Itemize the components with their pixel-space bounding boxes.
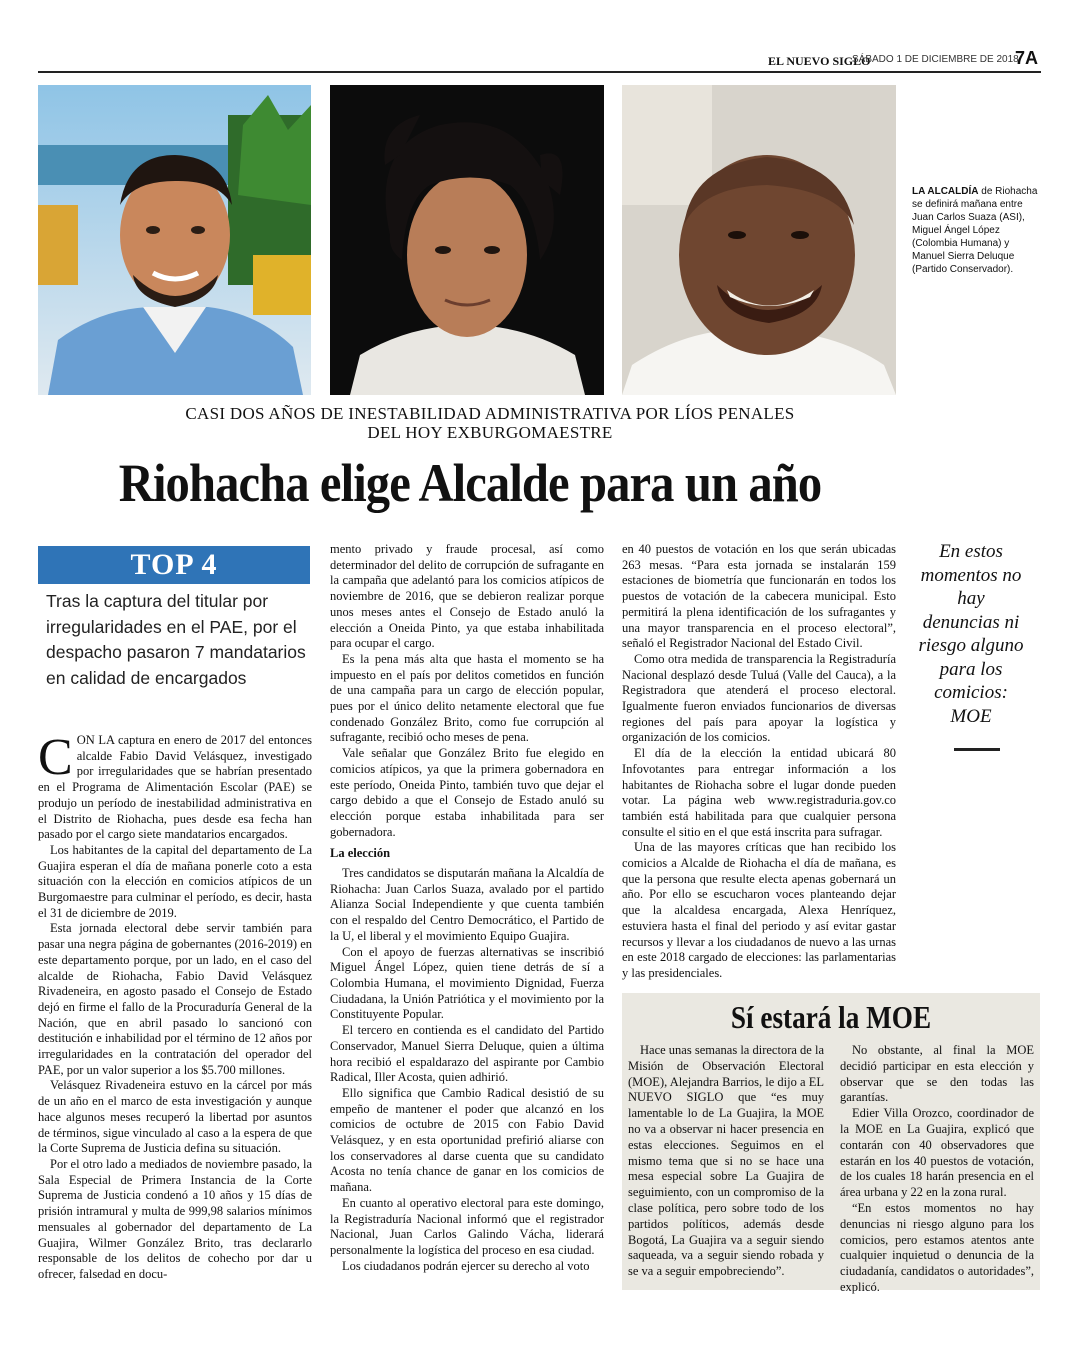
photo-caption [912, 185, 1040, 276]
kicker-line-1: CASI DOS AÑOS DE INESTABILIDAD ADMINISTRATIVA POR LÍOS PENALES [185, 404, 795, 423]
article-paragraph: El día de la elección la entidad ubicará 80 Infovotantes para entregar información a los habitantes de Riohacha sobre el lugar donde pueden votar. La página web www.registraduria.gov.co también está habilitada para que cualquier persona consulte el sitio en el que está inscrita para sufragar. [622, 746, 896, 839]
article-paragraph: Los habitantes de la capital del departamento de La Guajira esperan el día de mañana ponerle coto a esta situación con la elección en comicios atípicos de un Burgomaestre para culminar el período, es decir, hasta el 31 de diciembre de 2019. [38, 842, 312, 920]
article-paragraph: Una de las mayores críticas que han recibido los comicios a Alcalde de Riohacha el día de mañana, es que la persona que resulte electa apenas gobernará un año. Por ello se escucharon voces planteando dejar que la alcaldesa encargada, Alexa Henríquez, estuviera hasta el final del periodo y así evitar gastar recursos y llevar a los ciudadanos de nuevo a las urnas en este 2018 cargado de elecciones: las parlamentarias y las presidenciales. [622, 840, 896, 980]
kicker-line-2: DEL HOY EXBURGOMAESTRE [367, 423, 613, 442]
sidebar-paragraph: “En estos momentos no hay denuncias ni riesgo alguno para los comicios, pero estamos atentos ante cualquier inquietud o denuncia de la ciudadanía, candidatos o autoridades”, explicó. [840, 1200, 1034, 1294]
header-rule [38, 71, 1041, 73]
headline: Riohacha elige Alcalde para un año [118, 453, 822, 513]
sidebar-title: Sí estará la MOE [730, 999, 932, 1035]
sidebar-paragraph: Edier Villa Orozco, coordinador de la MOE en La Guajira, explicó que contarán con 40 observadores que estarán en los 40 puestos de votación, de los cuales 18 harán presencia en el área urbana y 22 en la zona rural. [840, 1106, 1034, 1200]
sidebar-column-2 [840, 1043, 1034, 1296]
article-paragraph: El tercero en contienda es el candidato del Partido Conservador, Manuel Sierra Deluque, quien a última hora recibió el espaldarazo del aspirante por Cambio Radical, Iller Acosta, quien adhirió. [330, 1023, 604, 1085]
article-paragraph: En cuanto al operativo electoral para este domingo, la Registraduría Nacional informó que el registrador Nacional, Juan Carlos Galindo Vácha, liderará personalmente la logística del proceso en esa ciudad. [330, 1195, 604, 1257]
top-4-banner [38, 546, 310, 584]
article-subhead: La elección [330, 846, 391, 861]
article-paragraph: Tres candidatos se disputarán mañana la Alcaldía de Riohacha: Juan Carlos Suaza, avalado por el partido Alianza Social Independiente y que cuenta también con el respaldo del Centro Democrático, el Partido de la U, el liberal y el movimiento Equipo Guajira. [330, 866, 604, 943]
article-column-1 [38, 729, 312, 1283]
kicker [100, 404, 880, 442]
drop-cap: C [38, 729, 73, 786]
sidebar-paragraph: No obstante, al final la MOE decidió participar en esta elección y observar que se den todas las garantías. [840, 1043, 1034, 1105]
article-paragraph: ON LA captura en enero de 2017 del entonces alcalde Fabio David Velásquez, investigado por irregularidades que se habrían presentado en el Programa de Alimentación Escolar (PAE) se produjo un período de inestabilidad administrativa en el Distrito de Riohacha, pues desde esa fecha han pasado por el cargo siete mandatarios encargados. [38, 733, 312, 842]
pull-quote-rule [954, 748, 1000, 751]
caption-text: de Riohacha se definirá mañana entre Juan Carlos Suaza (ASI), Miguel Ángel López (Colombia Humana) y Manuel Sierra Deluque (Partido Conservador). [912, 186, 1038, 275]
article-paragraph: Por el otro lado a mediados de noviembre pasado, la Sala Especial de Primera Instancia de la Corte Suprema de Justicia condenó a 10 años y 15 días de prisión intramural y multa de 999,98 salarios mínimos mensuales al gobernador del departamento de La Guajira, Wilmer González Brito, tras declararlo responsable de los delitos de cohecho por dar u ofrecer, falsedad en docu- [38, 1156, 312, 1281]
article-paragraph: Esta jornada electoral debe servir también para pasar una negra página de gobernantes (2016-2019) en este departamento porque, por un lado, en el caso del alcalde de Riohacha, Fabio David Velásquez Rivadeneira, en agosto pasado el Consejo de Estado dejó en firme el fallo de la Procuraduría General de la Nación, que en abril pasado lo sancionó con destitución e inhabilidad por el término de 12 años por irregularidades en la contratación del operador del PAE, por un valor superior a los $5.700 millones. [38, 921, 312, 1077]
article-column-2 [330, 542, 604, 1274]
candidate-photo-1 [38, 85, 311, 395]
sidebar-paragraph: Hace unas semanas la directora de la Misión de Observación Electoral (MOE), Alejandra Barrios, le dijo a EL NUEVO SIGLO que “es muy lamentable lo de La Guajira, la MOE no va a observar ni hacer presencia en estas elecciones. Seguimos en el mismo tema que si no se hace una mesa especial sobre La Guajira de seguimiento, con un compromiso de la clase política, pero sobre todo de los partidos políticos, además desde Bogotá, La Guajira va a seguir siendo saqueada, va a seguir siendo robada y se va a seguir empobreciendo”. [628, 1043, 824, 1279]
page-number: 7A [1015, 48, 1039, 68]
article-paragraph: Ello significa que Cambio Radical desistió de su empeño de mantener el poder que alcanzó en los comicios de octubre de 2015 con Fabio David Velásquez, y en esta oportunidad prefirió aliarse con los conservadores al darse cuenta que su candidato Acosta no tenía chance de ganar en los comicios de mañana. [330, 1085, 604, 1195]
article-paragraph: Los ciudadanos podrán ejercer su derecho al voto [342, 1258, 590, 1273]
candidate-photo-3 [622, 85, 896, 395]
article-paragraph: en 40 puestos de votación en los que serán ubicadas 263 mesas. “Para esta jornada se instalarán 159 estaciones de biometría que funcionarán en todos los puestos de votación de la cabecera municipal. Esto permitirá la plena identificación de los sufragantes y una mayor transparencia en el proceso electoral”, señaló el Registrador Nacional del Estado Civil. [622, 542, 896, 651]
lead-summary: Tras la captura del titular por irregularidades en el PAE, por el despacho pasaron 7 mandatarios en calidad de encargados [46, 591, 306, 688]
newspaper-name: EL NUEVO SIGLO [768, 54, 871, 68]
page-header [0, 50, 1079, 72]
article-paragraph: Como otra medida de transparencia la Registraduría Nacional desplazó desde Tuluá (Valle del Cauca), a la Registradora que atenderá el proceso electoral. Igualmente fueron enviados funcionarios de diversas regiones del país para apoyar la logística y organización de los comicios. [622, 651, 896, 745]
article-column-3 [622, 542, 896, 982]
candidate-photo-2 [330, 85, 604, 395]
article-paragraph: mento privado y fraude procesal, así como determinador del delito de corrupción de sufragante en la campaña que adelantó para los comicios atípicos de noviembre de 2016, que se debieron realizar porque unos meses antes el Consejo de Estado anuló la elección a Oneida Pinto, ya que estaba inhabilitada para ocupar el cargo. [330, 542, 604, 651]
top-4-label: TOP 4 [130, 548, 218, 581]
issue-date: SÁBADO 1 DE DICIEMBRE DE 2018 [852, 54, 1019, 65]
article-paragraph: Es la pena más alta que hasta el momento se ha impuesto en el país por delitos cometidos en función de una campaña para un cargo de elección popular, pues por el único delito netamente electoral que fue condenado González Brito, como fue corrupción al sufragante, recibió ocho meses de pena. [330, 651, 604, 745]
article-paragraph: Vale señalar que González Brito fue elegido en comicios atípicos, ya que la primera gobernadora en este período, Oneida Pinto, también tuvo que dejar el cargo debido a que el Consejo de Estado anuló su elección porque estaba inhabilitada para ser gobernadora. [330, 746, 604, 839]
pull-quote: En estos momentos no hay denuncias ni riesgo alguno para los comicios: MOE [918, 541, 1024, 727]
caption-lead: LA ALCALDÍA [912, 186, 979, 197]
article-paragraph: Con el apoyo de fuerzas alternativas se inscribió Miguel Ángel López, quien tiene detrás de sí a Colombia Humana, el movimiento Dignidad, Fuerza Ciudadana, la Unión Patriótica y el movimiento por la Constituyente Popular. [330, 944, 604, 1022]
article-paragraph: Velásquez Rivadeneira estuvo en la cárcel por más de un año en el marco de esta investigación y aunque hace algunos meses recuperó la libertad por asuntos de términos, sigue vinculado al caso a la espera de que la Corte Suprema de Justicia defina su situación. [38, 1078, 312, 1156]
sidebar-column-1 [628, 1043, 824, 1280]
